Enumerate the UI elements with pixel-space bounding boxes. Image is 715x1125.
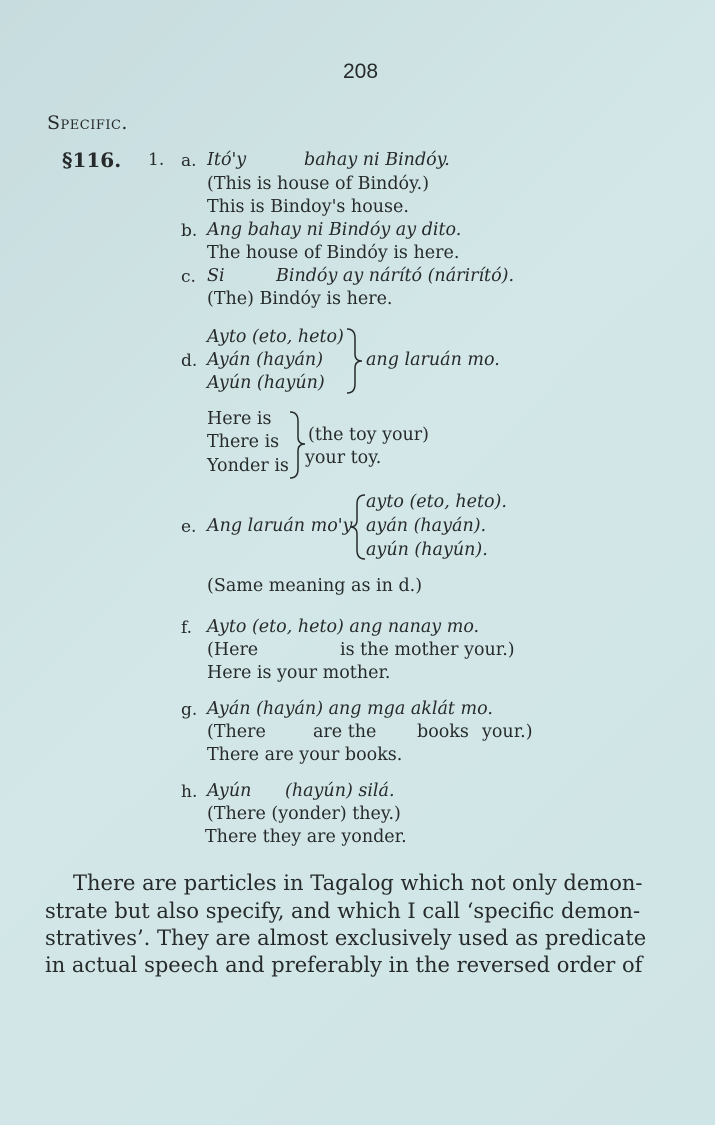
- example-c-translation: (The) Bindóy is here.: [207, 289, 393, 309]
- paragraph-line-2: strate but also specify, and which I call ‘specific demon-: [45, 899, 641, 923]
- example-label-c: c.: [181, 267, 196, 287]
- brace-e: [347, 492, 367, 562]
- example-a-tagalog-2: bahay ni Bindóy.: [304, 150, 450, 170]
- example-h-tagalog-2: (hayún) silá.: [285, 781, 395, 801]
- example-a-tagalog-1: Itó'y: [207, 150, 247, 170]
- example-d-row-3: Ayún (hayún): [207, 373, 325, 393]
- example-label-e: e.: [181, 517, 197, 537]
- example-b-tagalog: Ang bahay ni Bindóy ay dito.: [207, 220, 462, 240]
- example-label-f: f.: [181, 618, 193, 638]
- example-d-english-right-2: your toy.: [305, 448, 382, 468]
- example-a-translation: This is Bindoy's house.: [207, 197, 409, 217]
- example-label-b: b.: [181, 221, 198, 241]
- example-e-option-1: ayto (eto, heto).: [366, 492, 507, 512]
- example-label-h: h.: [181, 782, 198, 802]
- item-number: 1.: [148, 150, 165, 170]
- example-g-translation: There are your books.: [207, 745, 403, 765]
- example-d-row-2: Ayán (hayán): [207, 350, 324, 370]
- example-c-tagalog-1: Si: [207, 266, 225, 286]
- example-h-translation: There they are yonder.: [205, 827, 407, 847]
- example-e-left: Ang laruán mo'y: [207, 516, 353, 536]
- example-d-english-1: Here is: [207, 409, 272, 429]
- paragraph-line-3: stratives’. They are almost exclusively used as predicate: [45, 926, 647, 950]
- example-h-tagalog-1: Ayún: [207, 781, 252, 801]
- example-a-literal: (This is house of Bindóy.): [207, 174, 430, 194]
- example-d-right: ang laruán mo.: [366, 350, 500, 370]
- example-f-literal-2: is the mother your.): [340, 640, 515, 660]
- example-f-literal-1: (Here: [207, 640, 259, 660]
- example-d-english-3: Yonder is: [207, 456, 289, 476]
- example-d-english-right-1: (the toy your): [308, 425, 429, 445]
- section-heading: Specific.: [47, 112, 128, 134]
- example-e-note: (Same meaning as in d.): [207, 576, 423, 596]
- example-g-literal-3: books: [417, 722, 469, 742]
- paragraph-line-4: in actual speech and preferably in the reversed order of: [45, 953, 643, 977]
- page-number: 208: [343, 60, 379, 83]
- example-f-translation: Here is your mother.: [207, 663, 391, 683]
- example-d-english-2: There is: [207, 432, 280, 452]
- example-g-literal-4: your.): [482, 722, 533, 742]
- example-f-tagalog: Ayto (eto, heto) ang nanay mo.: [207, 617, 480, 637]
- example-g-literal-1: (There: [207, 722, 266, 742]
- brace-d-english: [288, 409, 308, 481]
- section-number: §116.: [62, 148, 122, 172]
- paragraph-line-1: There are particles in Tagalog which not only demon-: [73, 871, 643, 895]
- example-label-d: d.: [181, 351, 198, 371]
- example-c-tagalog-2: Bindóy ay nárító (nárirító).: [276, 266, 515, 286]
- brace-d: [345, 326, 365, 396]
- example-d-row-1: Ayto (eto, heto): [207, 327, 344, 347]
- example-h-literal: (There (yonder) they.): [207, 804, 401, 824]
- example-e-option-2: ayán (hayán).: [366, 516, 487, 536]
- example-label-a: a.: [181, 151, 197, 171]
- example-g-tagalog: Ayán (hayán) ang mga aklát mo.: [207, 699, 493, 719]
- example-e-option-3: ayún (hayún).: [366, 540, 488, 560]
- example-g-literal-2: are the: [313, 722, 377, 742]
- example-label-g: g.: [181, 700, 198, 720]
- example-b-translation: The house of Bindóy is here.: [207, 243, 460, 263]
